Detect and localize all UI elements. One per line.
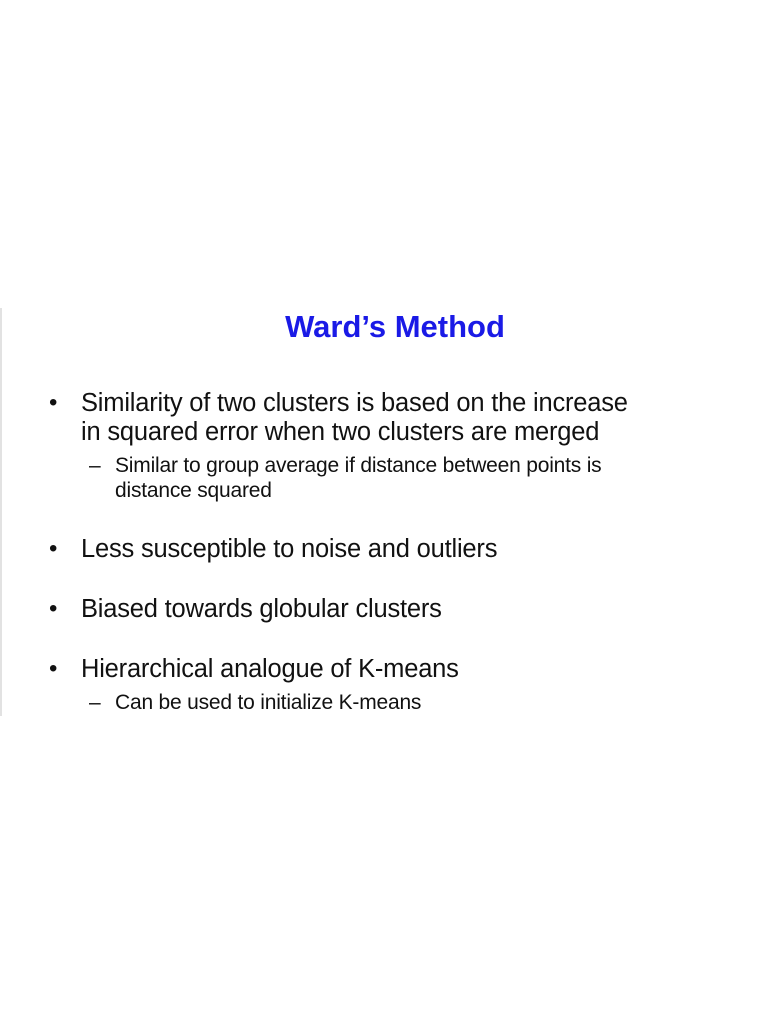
dash-icon: – (89, 454, 101, 477)
bullet-line: Less susceptible to noise and outliers (81, 535, 498, 563)
bullet-icon: • (49, 535, 58, 562)
bullet-line: in squared error when two clusters are merged (81, 418, 600, 446)
bullet-line: Hierarchical analogue of K-means (81, 655, 459, 683)
bullet-icon: • (49, 595, 58, 622)
slide-title: Ward’s Method (285, 309, 505, 344)
slide (0, 308, 768, 716)
bullet-line: Similarity of two clusters is based on the increase (81, 389, 628, 417)
bullet-icon: • (49, 655, 58, 682)
dash-icon: – (89, 691, 101, 714)
sub-bullet-line: Similar to group average if distance between points is (115, 454, 602, 477)
bullet-line: Biased towards globular clusters (81, 595, 442, 623)
sub-bullet-line: distance squared (115, 479, 272, 502)
bullet-icon: • (49, 389, 58, 416)
sub-bullet-line: Can be used to initialize K-means (115, 691, 422, 714)
bullet-list (0, 308, 768, 716)
